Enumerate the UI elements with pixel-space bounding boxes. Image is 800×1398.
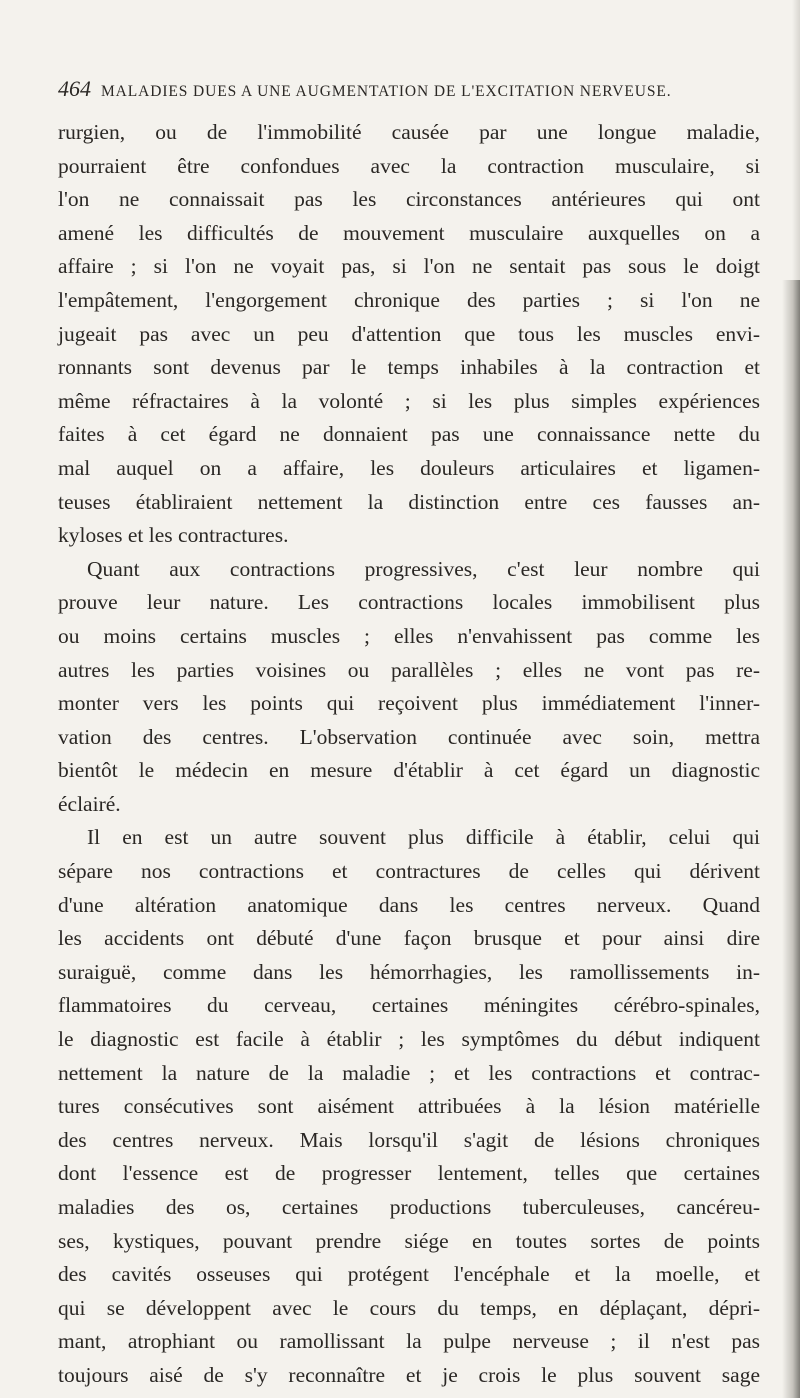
text-line: éclairé.: [58, 791, 121, 816]
text-line: nettement la nature de la maladie ; et les contractions et contrac-: [58, 1060, 760, 1085]
text-line: jugeait pas avec un peu d'attention que tous les muscles envi-: [58, 321, 760, 346]
text-line: rurgien, ou de l'immobilité causée par une longue maladie,: [58, 120, 760, 144]
text-line: autres les parties voisines ou parallèles ; elles ne vont pas re-: [58, 657, 760, 682]
text-line: faites à cet égard ne donnaient pas une connaissance nette du: [58, 422, 760, 447]
page-edge-shadow-top: [792, 0, 800, 280]
text-line: des cavités osseuses qui protégent l'encéphale et la moelle, et: [58, 1262, 760, 1287]
text-line: l'empâtement, l'engorgement chronique des parties ; si l'on ne: [58, 287, 760, 312]
running-head: [58, 76, 758, 102]
text-line: ou moins certains muscles ; elles n'envahissent pas comme les: [58, 623, 760, 648]
text-line: Il en est un autre souvent plus difficile à établir, celui qui: [87, 825, 760, 850]
text-line: dont l'essence est de progresser lentement, telles que certaines: [58, 1161, 760, 1186]
text-line: d'une altération anatomique dans les centres nerveux. Quand: [58, 892, 760, 917]
text-line: kyloses et les contractures.: [58, 523, 289, 548]
body-text: [58, 116, 760, 1393]
text-line: flammatoires du cerveau, certaines méningites cérébro-spinales,: [58, 993, 760, 1018]
text-line: mant, atrophiant ou ramollissant la pulpe nerveuse ; il n'est pas: [58, 1329, 760, 1354]
text-line: même réfractaires à la volonté ; si les plus simples expériences: [58, 388, 760, 413]
text-line: Quant aux contractions progressives, c'est leur nombre qui: [87, 556, 760, 581]
text-line: ses, kystiques, pouvant prendre siége en toutes sortes de points: [58, 1228, 760, 1253]
text-line: suraiguë, comme dans les hémorrhagies, les ramollissements in-: [58, 959, 760, 984]
text-line: des centres nerveux. Mais lorsqu'il s'agit de lésions chroniques: [58, 1127, 760, 1152]
text-line: amené les difficultés de mouvement musculaire auxquelles on a: [58, 220, 760, 245]
text-line: les accidents ont débuté d'une façon brusque et pour ainsi dire: [58, 926, 760, 951]
text-line: maladies des os, certaines productions tuberculeuses, cancéreu-: [58, 1195, 760, 1219]
running-title: MALADIES DUES A UNE AUGMENTATION DE L'EXCITATION NERVEUSE.: [101, 83, 672, 100]
text-line: monter vers les points qui reçoivent plus immédiatement l'inner-: [58, 691, 760, 716]
text-line: tures consécutives sont aisément attribuées à la lésion matérielle: [58, 1094, 760, 1119]
page-number: 464: [58, 76, 91, 101]
text-line: mal auquel on a affaire, les douleurs articulaires et ligamen-: [58, 455, 760, 480]
text-line: l'on ne connaissait pas les circonstances antérieures qui ont: [58, 187, 760, 212]
text-line: pourraient être confondues avec la contraction musculaire, si: [58, 153, 760, 178]
text-line: bientôt le médecin en mesure d'établir à cet égard un diagnostic: [58, 758, 760, 783]
text-line: toujours aisé de s'y reconnaître et je crois le plus souvent sage: [58, 1362, 760, 1387]
text-line: vation des centres. L'observation continuée avec soin, mettra: [58, 724, 760, 749]
text-line: qui se développent avec le cours du temps, en déplaçant, dépri-: [58, 1295, 760, 1320]
text-line: prouve leur nature. Les contractions locales immobilisent plus: [58, 590, 760, 615]
page-edge-shadow: [782, 280, 800, 1398]
text-line: teuses établiraient nettement la distinction entre ces fausses an-: [58, 489, 760, 514]
text-line: affaire ; si l'on ne voyait pas, si l'on ne sentait pas sous le doigt: [58, 254, 760, 279]
text-line: ronnants sont devenus par le temps inhabiles à la contraction et: [58, 355, 760, 380]
text-line: sépare nos contractions et contractures de celles qui dérivent: [58, 859, 760, 884]
text-line: le diagnostic est facile à établir ; les symptômes du début indiquent: [58, 1027, 760, 1052]
